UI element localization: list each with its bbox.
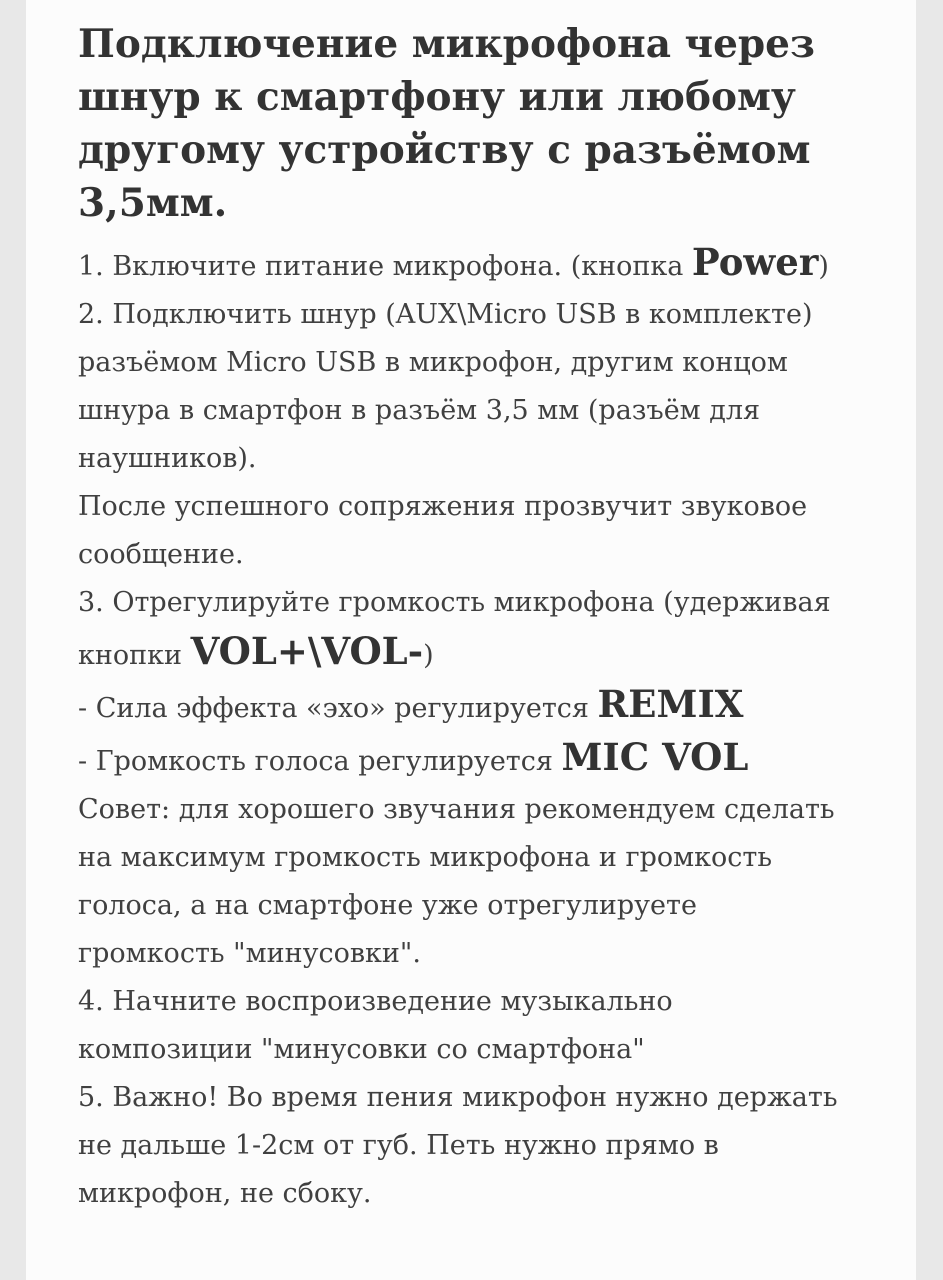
- step-1: [78, 238, 838, 291]
- voice-line: [78, 733, 838, 786]
- page: [26, 0, 916, 1280]
- echo-text: - Сила эффекта «эхо» регулируется: [78, 693, 598, 724]
- step-1-text: 1. Включите питание микрофона. (кнопка: [78, 251, 692, 282]
- pairing-note: После успешного сопряжения прозвучит звуковое сообщение.: [78, 491, 808, 570]
- article: [78, 18, 838, 1218]
- voice-text: - Громкость голоса регулируется: [78, 746, 562, 777]
- step-4: 4. Начните воспроизведение музыкально композиции "минусовки со смартфона": [78, 986, 673, 1065]
- vol-buttons-label: VOL+\VOL-: [190, 629, 424, 673]
- power-button-label: Power: [691, 240, 819, 284]
- step-2: 2. Подключить шнур (AUX\Micro USB в комплекте) разъёмом Micro USB в микрофон, другим концом шнура в смартфон в разъём 3,5 мм (разъём для наушников).: [78, 299, 813, 474]
- tip: Совет: для хорошего звучания рекомендуем сделать на максимум громкость микрофона и громкость голоса, а на смартфоне уже отрегулируете громкость "минусовки".: [78, 794, 835, 969]
- step-1-end: ): [818, 251, 829, 282]
- remix-button-label: REMIX: [597, 682, 744, 726]
- step-3-text: 3. Отрегулируйте громкость микрофона (удерживая кнопки: [78, 587, 831, 671]
- echo-line: [78, 680, 838, 733]
- step-3-end: ): [423, 640, 434, 671]
- step-5: 5. Важно! Во время пения микрофон нужно держать не дальше 1-2см от губ. Петь нужно прямо в микрофон, не сбоку.: [78, 1082, 838, 1209]
- mic-vol-button-label: MIC VOL: [561, 735, 749, 779]
- article-title: Подключение микрофона через шнур к смартфону или любому другому устройству с разъёмом 3,5мм.: [78, 21, 815, 226]
- step-3: [78, 579, 838, 680]
